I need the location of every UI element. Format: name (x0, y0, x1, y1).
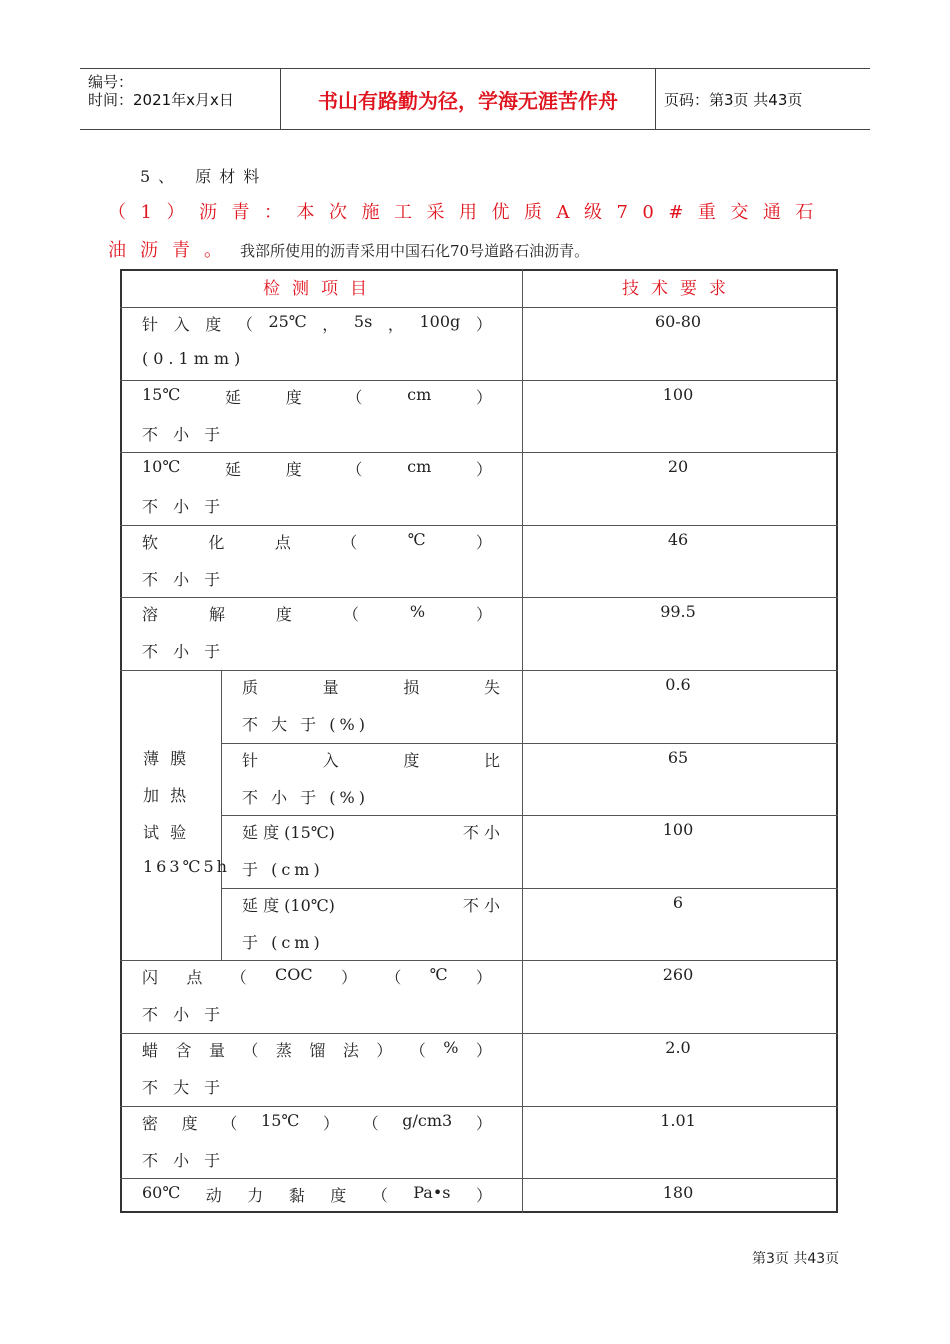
item-word: ） (340, 968, 357, 988)
requirement-value: 180 (662, 1183, 694, 1203)
item-word: 损 (403, 678, 420, 697)
item-word: 度 (403, 750, 420, 770)
item-word: 60℃ (142, 1183, 181, 1203)
item-name (142, 1183, 492, 1206)
group-label: 加 热 (143, 786, 190, 806)
group-label: 163℃5h (143, 857, 230, 877)
item-word: 黏 (288, 1186, 305, 1206)
item-name (142, 1111, 492, 1134)
paragraph-red-text: 油沥青。 (108, 240, 236, 261)
header-divider (655, 69, 656, 129)
row-divider (120, 1033, 838, 1034)
item-word: 度 (205, 315, 222, 334)
item-word: 密 (142, 1113, 159, 1133)
item-word: 点 (186, 968, 203, 988)
item-word: 力 (247, 1186, 264, 1206)
row-divider (120, 452, 838, 453)
item-name (142, 965, 492, 988)
item-name (142, 457, 492, 480)
item-word: COC (275, 965, 313, 985)
item-word: （ (409, 1041, 426, 1060)
sub-item-qualifier: 于 (cm) (242, 860, 324, 880)
row-divider (120, 525, 838, 526)
requirement-value: 2.0 (665, 1038, 691, 1057)
item-name (142, 1038, 492, 1061)
item-word: 延 度 (15℃) (242, 823, 335, 843)
item-word: 入 (322, 750, 339, 770)
item-word: 度 (285, 387, 302, 407)
item-word: （ (236, 315, 253, 334)
item-word: （ (362, 1113, 379, 1133)
requirement-value: 65 (667, 747, 689, 767)
column-divider (221, 670, 222, 960)
item-word: % (409, 602, 426, 622)
item-word: （ (346, 387, 363, 407)
item-qualifier: 不 小 于 (142, 497, 226, 517)
row-divider (120, 1178, 838, 1179)
row-divider (120, 307, 838, 308)
item-word: 量 (322, 678, 339, 697)
item-name (142, 602, 492, 625)
row-divider (120, 1106, 838, 1107)
item-name (142, 530, 492, 553)
item-qualifier: 不 小 于 (142, 1005, 226, 1025)
item-word: % (443, 1038, 459, 1057)
row-divider (221, 888, 838, 889)
item-word: （ (230, 968, 247, 988)
item-qualifier: 不 小 于 (142, 1150, 226, 1170)
item-qualifier: 不 小 于 (142, 642, 226, 662)
column-header-item: 检测项目 (263, 279, 379, 299)
item-word: （ (342, 605, 359, 625)
item-word: （ (242, 1041, 259, 1060)
requirement-value: 99.5 (660, 602, 696, 622)
item-word: 100g (419, 312, 461, 331)
item-word: （ (221, 1113, 238, 1133)
item-word: ） (475, 1041, 492, 1060)
item-word: （ (371, 1186, 388, 1206)
item-word: 失 (483, 678, 500, 697)
row-divider (120, 670, 838, 671)
item-word: 延 (224, 460, 241, 480)
item-word: ℃ (407, 529, 426, 549)
item-word: 软 (142, 532, 159, 552)
item-word: 动 (205, 1186, 222, 1206)
requirement-value: 100 (662, 384, 694, 404)
item-word: 针 (242, 750, 259, 770)
requirement-value: 260 (662, 965, 694, 985)
item-word: （ (341, 532, 358, 552)
sub-item-qualifier: 不 大 于 (%) (242, 715, 369, 734)
item-word: （ (346, 460, 363, 480)
item-word: ） (475, 387, 492, 407)
item-name (142, 385, 492, 408)
item-word: 15℃ (142, 384, 181, 404)
sub-item-qualifier: 于 (cm) (242, 932, 324, 952)
item-word: 质 (242, 678, 259, 697)
sub-item-name (242, 748, 500, 771)
header-motto: 书山有路勤为径，学海无涯苦作舟 (318, 88, 618, 113)
item-word: 点 (274, 532, 291, 552)
column-divider (522, 269, 523, 1213)
requirement-value: 1.01 (660, 1110, 696, 1130)
item-word: 不 小 (462, 895, 500, 915)
requirement-value: 20 (667, 457, 689, 477)
sub-item-qualifier: 不 小 于 (%) (242, 787, 369, 807)
sub-item-name (242, 675, 500, 698)
item-word: 延 度 (10℃) (242, 895, 335, 915)
paragraph-line-1: （1）沥青：本次施工采用优质A级70#重交通石 (108, 202, 828, 223)
item-word: 法 (342, 1041, 359, 1060)
item-word: 馏 (309, 1041, 326, 1060)
item-word: 针 (142, 315, 159, 334)
item-word: 化 (208, 532, 225, 552)
item-word: ） (475, 605, 492, 625)
paragraph-black-text: 我部所使用的沥青采用中国石化70号道路石油沥青。 (240, 242, 590, 260)
item-word: 25℃ (268, 312, 307, 331)
item-word: ） (475, 968, 492, 988)
item-word: ） (475, 460, 492, 480)
group-label: 试 验 (143, 823, 190, 843)
item-word: ， (387, 315, 404, 334)
row-divider (120, 597, 838, 598)
item-word: cm (407, 384, 432, 404)
serial-label: 编号： (88, 73, 134, 91)
row-divider (221, 815, 838, 816)
requirement-value: 6 (672, 892, 684, 912)
item-word: ） (475, 1186, 492, 1206)
item-word: ） (475, 1113, 492, 1133)
item-word: 5s (353, 312, 373, 331)
item-qualifier: 不 大 于 (142, 1078, 226, 1097)
group-label: 薄 膜 (143, 749, 190, 769)
item-word: cm (407, 457, 432, 477)
item-word: 蒸 (275, 1041, 292, 1060)
item-word: 度 (275, 605, 292, 625)
item-word: 入 (173, 315, 190, 334)
item-word: 度 (285, 460, 302, 480)
header-page-info: 页码：第3页 共43页 (664, 90, 803, 109)
item-word: ） (322, 1113, 339, 1133)
item-word: 度 (181, 1113, 198, 1133)
item-qualifier: 不 小 于 (142, 424, 226, 444)
document-header (80, 68, 870, 130)
item-word: ） (376, 1041, 393, 1060)
asphalt-spec-table (120, 269, 838, 1213)
item-word: ℃ (429, 965, 448, 985)
sub-item-name (242, 893, 500, 916)
item-word: 蜡 (142, 1041, 159, 1060)
item-word: ） (475, 532, 492, 552)
item-word: （ (385, 968, 402, 988)
date-label: 时间：2021年x月x日 (88, 91, 234, 109)
item-word: 度 (330, 1186, 347, 1206)
page-footer: 第3页 共43页 (752, 1251, 840, 1267)
item-word: 10℃ (142, 457, 181, 477)
item-word: ） (475, 315, 492, 334)
item-word: 闪 (142, 968, 159, 988)
row-divider (120, 380, 838, 381)
paragraph-line-2 (108, 236, 589, 262)
item-word: ， (322, 315, 339, 334)
column-header-requirement: 技术要求 (622, 279, 738, 299)
item-word: 不 小 (462, 823, 500, 843)
item-word: 解 (208, 605, 225, 625)
row-divider (221, 743, 838, 744)
section-title: 5、 原材料 (140, 167, 268, 186)
item-word: 溶 (142, 605, 159, 625)
requirement-value: 0.6 (665, 675, 691, 694)
item-qualifier: 不 小 于 (142, 569, 226, 589)
item-word: Pa•s (413, 1183, 451, 1203)
item-word: g/cm3 (402, 1110, 453, 1130)
item-name (142, 312, 492, 335)
requirement-value: 46 (667, 529, 689, 549)
item-word: 量 (208, 1041, 225, 1060)
row-divider (120, 960, 838, 961)
item-qualifier: (0.1mm) (142, 349, 246, 368)
item-word: 15℃ (261, 1110, 300, 1130)
header-meta (80, 69, 280, 129)
item-word: 比 (483, 750, 500, 770)
requirement-value: 100 (662, 820, 694, 840)
requirement-value: 60-80 (654, 312, 702, 331)
sub-item-name (242, 820, 500, 843)
item-word: 含 (175, 1041, 192, 1060)
item-word: 延 (224, 387, 241, 407)
